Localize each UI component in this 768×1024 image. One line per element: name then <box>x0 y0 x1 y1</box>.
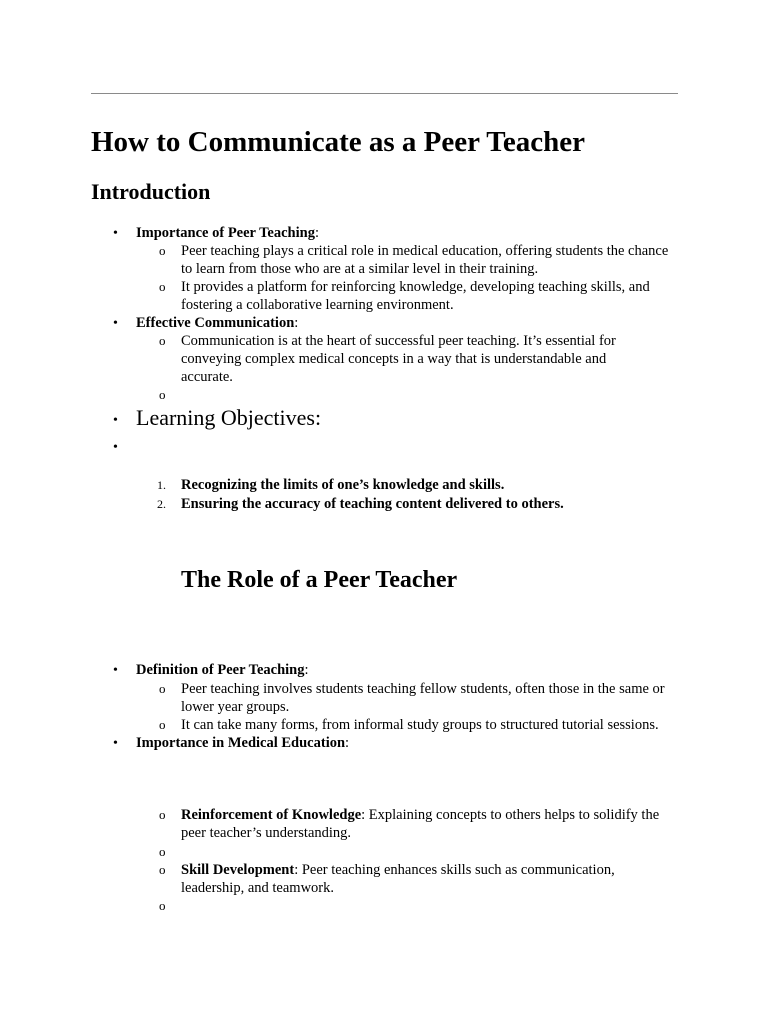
colon-text: : <box>294 315 299 331</box>
circle-marker: o <box>159 243 166 258</box>
heading-text: Learning Objectives <box>136 405 315 430</box>
sub-item-text: : Explaining concepts to others helps to solidify the peer teacher’s understanding. <box>181 807 660 841</box>
horizontal-rule <box>91 93 678 94</box>
objective-item: Ensuring the accuracy of teaching content delivered to others. <box>181 496 564 512</box>
sub-item-text: It can take many forms, from informal study groups to structured tutorial sessions. <box>181 717 659 733</box>
circle-marker: o <box>159 898 166 913</box>
list-item-importance-of-peer-teaching <box>136 224 319 242</box>
list-item-label: Effective Communication <box>136 315 295 331</box>
learning-objectives-heading <box>136 403 321 433</box>
colon-text: : <box>304 662 309 678</box>
bullet-marker: • <box>113 316 118 331</box>
sub-item-text: : Peer teaching enhances skills such as communication, leadership, and teamwork. <box>181 862 615 896</box>
list-number: 1. <box>157 478 166 492</box>
sub-item-skill-development <box>181 861 651 897</box>
sub-item-reinforcement <box>181 806 681 842</box>
sub-item-label: Reinforcement of Knowledge <box>181 807 362 823</box>
bullet-marker: • <box>113 226 118 241</box>
sub-item-text: It provides a platform for reinforcing knowledge, developing teaching skills, and fostering a collaborative learning environment. <box>181 279 650 313</box>
list-item-definition-of-peer-teaching <box>136 661 309 679</box>
bullet-marker: • <box>113 663 118 678</box>
list-item-label: Definition of Peer Teaching <box>136 662 305 678</box>
circle-marker: o <box>159 279 166 294</box>
circle-marker: o <box>159 387 166 402</box>
section-heading-introduction: Introduction <box>91 179 211 204</box>
sub-item-text: Communication is at the heart of successful peer teaching. It’s essential for conveying complex medical concepts in a way that is understandable and accurate. <box>181 333 616 385</box>
sub-item-label: Skill Development <box>181 862 295 878</box>
document-title: How to Communicate as a Peer Teacher <box>91 126 585 158</box>
list-item-label: Importance in Medical Education <box>136 735 346 751</box>
colon-text: : <box>315 405 322 430</box>
list-number: 2. <box>157 497 166 511</box>
circle-marker: o <box>159 681 166 696</box>
colon-text: : <box>314 225 319 241</box>
circle-marker: o <box>159 862 166 877</box>
circle-marker: o <box>159 333 166 348</box>
circle-marker: o <box>159 807 166 822</box>
sub-item-text: Peer teaching involves students teaching fellow students, often those in the same or lower year groups. <box>181 681 665 715</box>
colon-text: : <box>345 735 350 751</box>
list-item-importance-in-medical-education <box>136 734 349 752</box>
circle-marker: o <box>159 717 166 732</box>
bullet-marker: • <box>113 440 118 455</box>
objective-item: Recognizing the limits of one’s knowledge and skills. <box>181 477 505 493</box>
sub-item-text: Peer teaching plays a critical role in medical education, offering students the chance to learn from those who are at a similar level in their training. <box>181 243 669 277</box>
list-item-effective-communication <box>136 314 298 332</box>
circle-marker: o <box>159 844 166 859</box>
section-heading-role: The Role of a Peer Teacher <box>181 567 458 593</box>
bullet-marker: • <box>113 736 118 751</box>
list-item-label: Importance of Peer Teaching <box>136 225 315 241</box>
bullet-marker: • <box>113 413 118 428</box>
